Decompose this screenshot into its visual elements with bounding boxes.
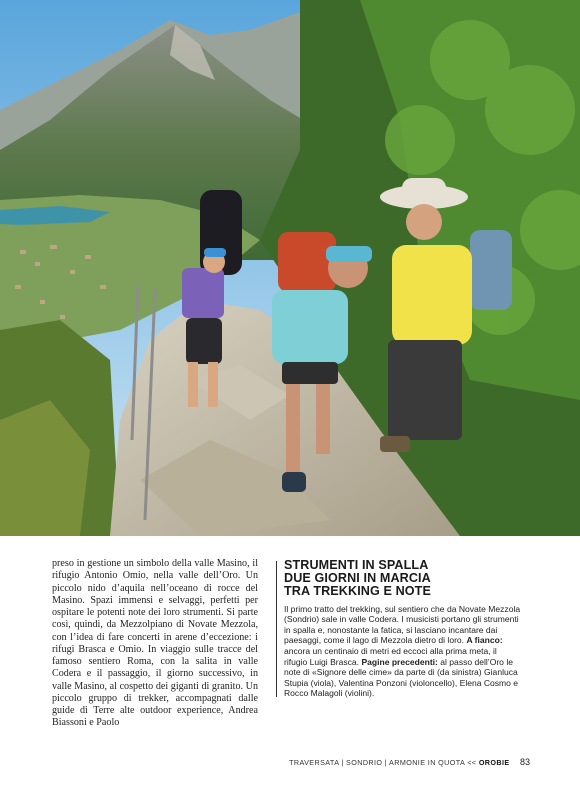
- caption-text: [284, 604, 522, 699]
- caption-label-fianco: A fianco:: [466, 635, 503, 646]
- footer-breadcrumb: TRAVERSATA | SONDRIO | ARMONIE IN QUOTA <<: [289, 758, 477, 767]
- footer-brand: OROBIE: [478, 758, 510, 767]
- caption-title-line-2: DUE GIORNI IN MARCIA: [284, 571, 431, 586]
- photo-caption: [284, 559, 522, 699]
- page-number: 83: [519, 757, 530, 767]
- article-body-column: [52, 558, 258, 730]
- caption-intro: Il primo tratto del trekking, sul sentiero che da Novate Mezzola (Sondrio) sale in valle Codera. I musicisti portano gli strumenti in spalla e, nonostante la fatica, si lasciano incantare dai paesaggi, come il lago di Mezzola dietro di loro.: [284, 603, 521, 646]
- caption-text-precedenti: al passo dell’Oro le note di «Signore delle cime» da parte di (da sinistra) Gianluca Stupia (viola), Valentina Ponzoni (violoncello), Elena Cosmo e Rocco Malagoli (violini).: [284, 656, 519, 699]
- caption-title-line-3: TRA TREKKING E NOTE: [284, 584, 431, 599]
- caption-label-precedenti: Pagine precedenti:: [361, 656, 438, 667]
- article-body-text: preso in gestione un simbolo della valle Masino, il rifugio Antonio Omio, nella valle dell’Oro. Un piccolo nido d’aquila nell’oceano di rocce del Masino. Spazi immensi e selvaggi, perfetti per ospitare le potenti note dei loro strumenti. Si parte così, quindi, da Mezzolpiano di Novate Mezzola, con l’idea di fare concerti in arene d’eccezione: i rifugi Brasca e Omio. In viaggio sulle tracce del famoso sentiero Roma, con la salita in valle Codera e il passaggio, il giorno successivo, in valle Masino, al cospetto dei giganti di granito. Un piccolo gruppo di trekker, accompagnati dalle guide di Terre alte outdoor experience, Andrea Biassoni e Paolo: [52, 558, 258, 729]
- caption-divider: [276, 561, 277, 697]
- caption-title: [284, 559, 522, 599]
- caption-text-fianco: ancora un centinaio di metri ed eccoci alla prima meta, il rifugio Luigi Brasca.: [284, 645, 497, 667]
- page-footer: [289, 757, 530, 767]
- caption-title-line-1: STRUMENTI IN SPALLA: [284, 558, 429, 572]
